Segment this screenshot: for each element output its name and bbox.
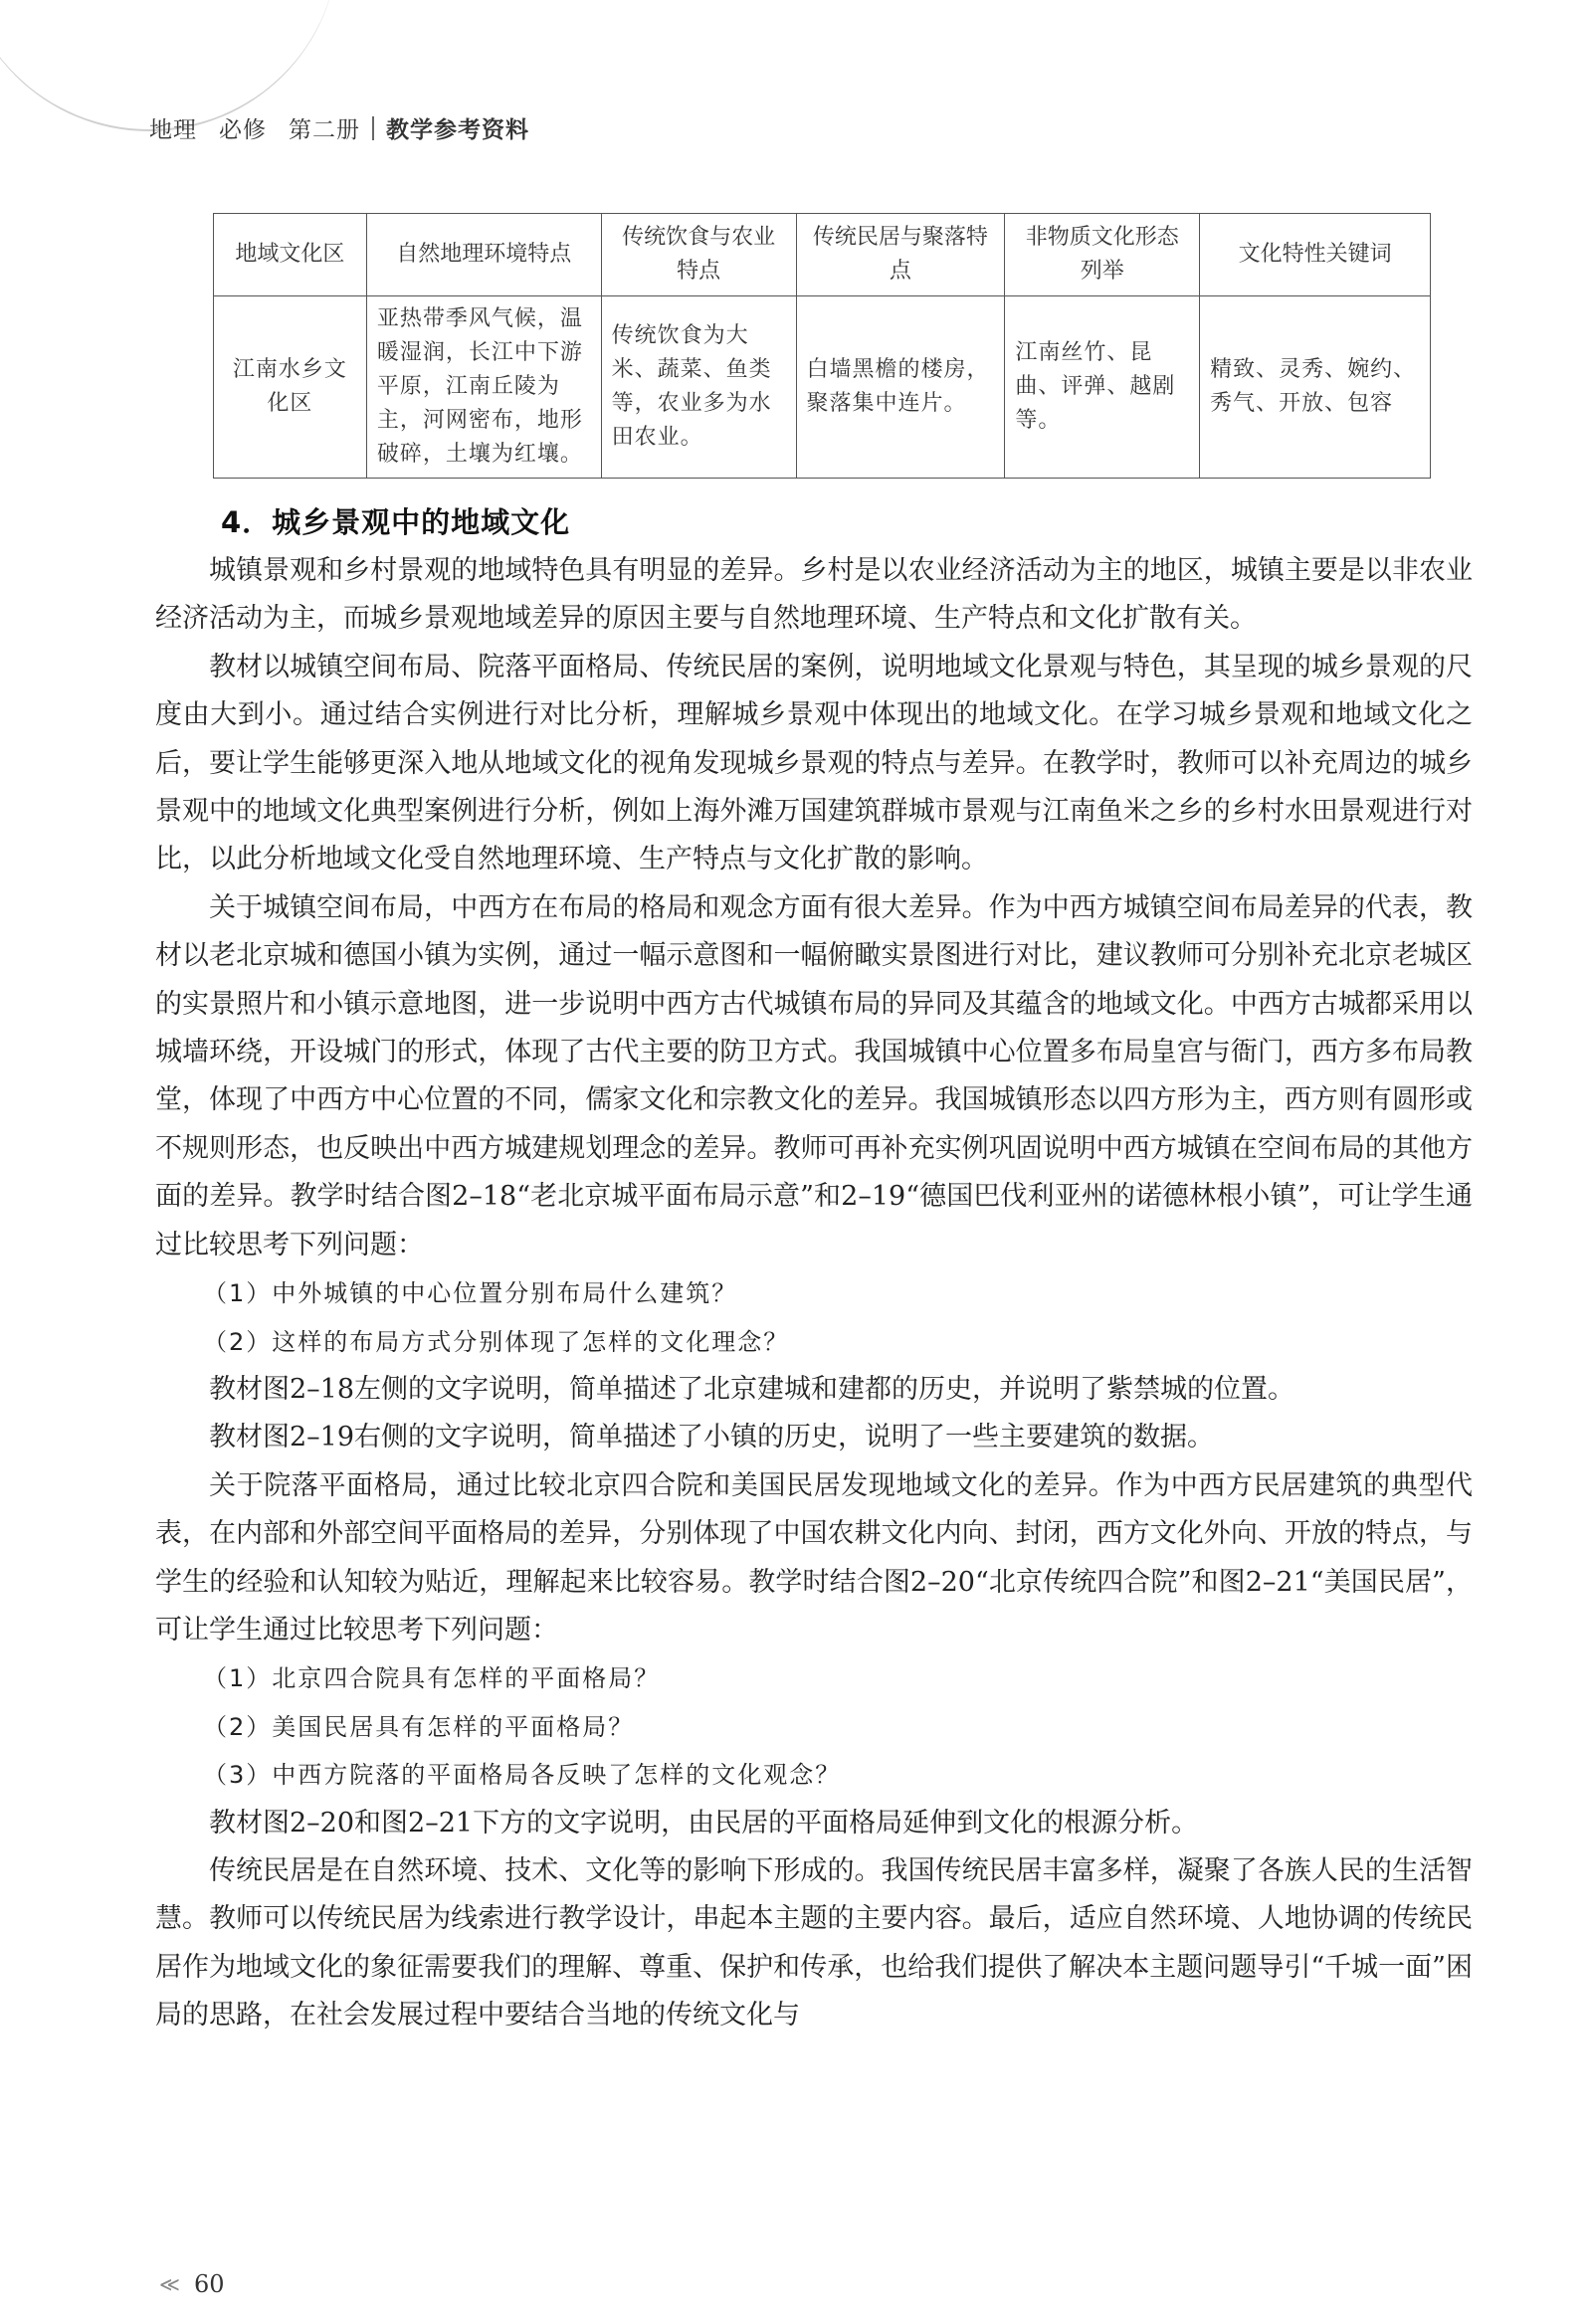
question-item: （2）这样的布局方式分别体现了怎样的文化理念？ bbox=[203, 1327, 790, 1356]
table-cell: 江南丝竹、昆曲、评弹、越剧等。 bbox=[1005, 296, 1200, 479]
table-header-cell: 非物质文化形态列举 bbox=[1005, 214, 1200, 296]
table-header-cell: 传统民居与聚落特点 bbox=[796, 214, 1005, 296]
paragraph: 教材图2–18左侧的文字说明，简单描述了北京建城和建都的历史，并说明了紫禁城的位置。 bbox=[209, 1373, 1295, 1405]
question-item: （2）美国民居具有怎样的平面格局？ bbox=[203, 1712, 635, 1741]
paragraph: 关于院落平面格局，通过比较北京四合院和美国民居发现地域文化的差异。作为中西方民居建筑的典型代表，在内部和外部空间平面格局的差异，分别体现了中国农耕文化内向、封闭，西方文化外向、开放的特点，与学生的经验和认知较为贴近，理解起来比较容易。教学时结合图2–20“北京传统四合院”和图2–21“美国民居”，可让学生通过比较思考下列问题： bbox=[155, 1469, 1473, 1646]
paragraph: 教材以城镇空间布局、院落平面格局、传统民居的案例，说明地域文化景观与特色，其呈现的城乡景观的尺度由大到小。通过结合实例进行对比分析，理解城乡景观中体现出的地域文化。在学习城乡景观和地域文化之后，要让学生能够更深入地从地域文化的视角发现城乡景观的特点与差异。在教学时，教师可以补充周边的城乡景观中的地域文化典型案例进行分析，例如上海外滩万国建筑群城市景观与江南鱼米之乡的乡村水田景观进行对比，以此分析地域文化受自然地理环境、生产特点与文化扩散的影响。 bbox=[155, 651, 1473, 875]
paragraph: 教材图2–20和图2–21下方的文字说明，由民居的平面格局延伸到文化的根源分析。 bbox=[209, 1807, 1199, 1839]
table-cell: 精致、灵秀、婉约、秀气、开放、包容 bbox=[1200, 296, 1431, 479]
header-volume: 第二册 bbox=[289, 117, 360, 143]
running-header bbox=[149, 111, 551, 144]
page-number: 60 bbox=[193, 2270, 225, 2298]
table-header-cell: 地域文化区 bbox=[214, 214, 367, 296]
header-subtitle: 教学参考资料 bbox=[386, 117, 529, 143]
header-subject: 地理 bbox=[149, 117, 197, 143]
paragraph: 教材图2–19右侧的文字说明，简单描述了小镇的历史，说明了一些主要建筑的数据。 bbox=[209, 1422, 1215, 1453]
table-header-cell: 传统饮食与农业特点 bbox=[601, 214, 796, 296]
header-divider bbox=[372, 116, 374, 140]
paragraph: 城镇景观和乡村景观的地域特色具有明显的差异。乡村是以农业经济活动为主的地区，城镇主要是以非农业经济活动为主，而城乡景观地域差异的原因主要与自然地理环境、生产特点和文化扩散有关。 bbox=[155, 555, 1473, 635]
table-header-row bbox=[214, 214, 1431, 296]
body-text bbox=[155, 547, 1473, 2040]
table-row bbox=[214, 296, 1431, 479]
table-cell: 传统饮食为大米、蔬菜、鱼类等，农业多为水田农业。 bbox=[601, 296, 796, 479]
question-item: （1）北京四合院具有怎样的平面格局？ bbox=[203, 1664, 661, 1693]
table-header-cell: 文化特性关键词 bbox=[1200, 214, 1431, 296]
header-course: 必修 bbox=[219, 117, 267, 143]
question-item: （1）中外城镇的中心位置分别布局什么建筑？ bbox=[203, 1279, 738, 1308]
section-title: 4．城乡景观中的地域文化 bbox=[221, 505, 571, 539]
page-footer bbox=[159, 2270, 224, 2298]
regional-culture-table bbox=[213, 213, 1431, 479]
paragraph: 传统民居是在自然环境、技术、文化等的影响下形成的。我国传统民居丰富多样，凝聚了各族人民的生活智慧。教师可以传统民居为线索进行教学设计，串起本主题的主要内容。最后，适应自然环境、人地协调的传统民居作为地域文化的象征需要我们的理解、尊重、保护和传承，也给我们提供了解决本主题问题导引“千城一面”困局的思路，在社会发展过程中要结合当地的传统文化与 bbox=[155, 1854, 1473, 2032]
table-header-cell: 自然地理环境特点 bbox=[366, 214, 601, 296]
question-item: （3）中西方院落的平面格局各反映了怎样的文化观念？ bbox=[203, 1761, 842, 1790]
paragraph: 关于城镇空间布局，中西方在布局的格局和观念方面有很大差异。作为中西方城镇空间布局差异的代表，教材以老北京城和德国小镇为实例，通过一幅示意图和一幅俯瞰实景图进行对比，建议教师可分别补充北京老城区的实景照片和小镇示意地图，进一步说明中西方古代城镇布局的异同及其蕴含的地域文化。中西方古城都采用以城墙环绕，开设城门的形式，体现了古代主要的防卫方式。我国城镇中心位置多布局皇宫与衙门，西方多布局教堂，体现了中西方中心位置的不同，儒家文化和宗教文化的差异。我国城镇形态以四方形为主，西方则有圆形或不规则形态，也反映出中西方城建规划理念的差异。教师可再补充实例巩固说明中西方城镇在空间布局的其他方面的差异。教学时结合图2–18“老北京城平面布局示意”和2–19“德国巴伐利亚州的诺德林根小镇”，可让学生通过比较思考下列问题： bbox=[155, 891, 1473, 1260]
table-cell: 江南水乡文化区 bbox=[214, 296, 367, 479]
double-chevron-left-icon: ≪ bbox=[159, 2272, 180, 2296]
table-cell: 亚热带季风气候，温暖湿润，长江中下游平原，江南丘陵为主，河网密布，地形破碎，土壤为红壤。 bbox=[366, 296, 601, 479]
table-cell: 白墙黑檐的楼房，聚落集中连片。 bbox=[796, 296, 1005, 479]
